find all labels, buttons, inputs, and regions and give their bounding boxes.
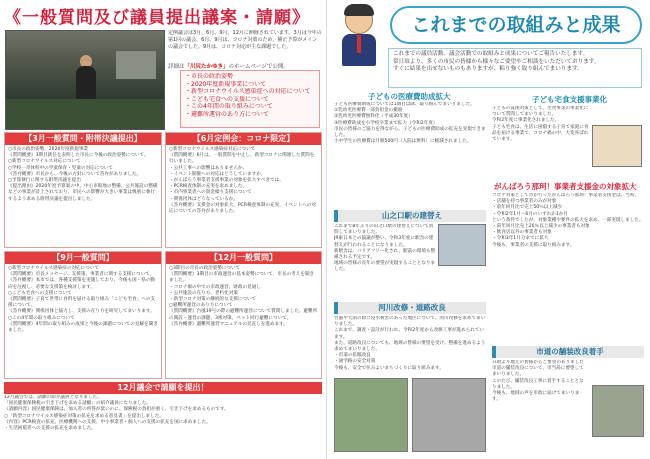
section-march-body: ○市長の政治姿勢、2020年度新規事業 《質問概要》3期目就任を表明した市長に今後の政治姿勢について。 ○新型コロナウイルス対応について ○学校一斉休校中の学童保育・児童の対応について 《答弁概要》市長から、今後の方針について答弁がありました。 ○予算執行に関する附帯決議を提出 《提出理由》2020年度予算案の中、中心市街地の整備、公共施設の整備などの事業が計上されており、市民への影響が大きい事業は慎重に執行するよう求める附帯決議を提出しました。 [8,147,158,202]
topic-item: ・2020年度新規事業について [185,80,267,88]
homepage-note: 詳細は「川尻たかゆき」のホームページで公開。 [168,64,289,70]
topic-item: ・こども宅食への支援について [185,95,269,103]
lunch-photo [592,125,642,167]
assembly-photo [5,30,165,130]
page-title-left: 《一般質問及び議員提出議案・請願》 [4,8,310,27]
mascot-tie [357,35,361,53]
section-september [4,251,162,379]
medical-heading: 子どもの医療費助成拡大 [368,92,451,101]
station-heading: 山之口駅の建替え [334,210,486,222]
section-march-heading: 【3月一般質問・附帯決議提出】 [5,133,161,145]
pavement-body: 日頃より地元の皆様からご要望のありました市道の舗装改良について、市当局に要望してまいりました。 このたび、舗装改良工事に着手することとなりました。 今後も、地域の声を市政に届けてまいります。 [492,360,584,403]
page-title-right: これまでの取組みと成果 [390,6,642,44]
topic-item: ・避難所運営のあり方について [185,110,269,118]
section-june-heading: 【6月定例会：コロナ限定】 [166,133,321,145]
section-september-heading: 【9月一般質問】 [5,252,161,264]
mascot-illustration [336,4,384,68]
topic-item: ・この4年間の取り組みについて [185,103,273,111]
topic-item: ・市長の政治姿勢 [185,73,234,80]
section-december-heading: 【12月一般質問】 [166,252,321,264]
petition-heading: 12月議会で請願を提出！ [4,382,322,394]
road-photo [412,378,486,452]
station-photo [438,224,486,266]
petition-body: 12月議会では、請願の紹介議員となりました。 「国民健康保険税の引き下げを求める請願」の紹介議員になりました。 《請願内容》国民健康保険は、加入者の所得が低いのに、保険税の負担が重く、引き下げを求めるものです。 ○「新型コロナウイルス感染症対策の拡充を求める意見書」を提出しました。 《内容》PCR検査の拡充、医療機関への支援、中小事業者・個人への支援の拡充を国に求めました。 ・生活困窮者への支援の拡充を求めました。 [4,395,229,432]
section-june-body: ○新型コロナウイルス感染症対応について 《質問概要》6月は、一般質問を中止し、新型コロナに関連した質問を行いました。 ・公共工事への影響はありませんか。 ・イベント開催への対応はどうしていますか。 ・がんばろう事業者支援事業の対象を拡大すべきでは。 ・PCR検査体制の充実を求めました。 ・市内事業者への資金繰り支援について ・関係団体はどうなっているか。 《答弁概要》支援金の対象拡大、PCR検査体制の充実、イベントへの対応についての答弁がありました。 [169,147,316,215]
business-body: コロナ対策として市が行ったがんばろう那珂！事業者支援金は、当初、 ・店舗を持つ事業者のみが対象 ・前年同月比で売上50％以上減少 ・令和2年1月～6月のいずれか1か月 という条件でしたが、対象業種や要件の拡大を求め、一部実現しました。 ・前年同月比売上20％以上減少の事業者も対象 ・飲食店以外の事業者も対象 ・令和3年1月分までに拡大 今後も、事業者の支援に取り組みます。 [492,193,644,248]
section-december-body: ○3期目の市長の政治姿勢について 《質問概要》3期目の市政運営の基本姿勢について、市長の考えを聞きました。 ・コロナ禍の中での市政運営、財政の見通し ・公共施設の在り方、老朽化対策 ・新型コロナ対策の継続的な支援について ○避難所運営のあり方について 《質問概要》台風19号の際の避難所運営について質問しました。避難所の開設・運営の課題、3密対策、ペット同行避難について。 《答弁概要》避難所運営マニュアルの見直しを進めます。 [169,266,318,327]
photo-screen [116,51,156,79]
river-body: 台風や大雨の際に浸水被害のあった地区について、河川改修を求めてまいりました。 これまで、調査・設計が行われ、令和2年度から改修工事が進められています。 また、道路改良についても、地域の皆様の要望を受け、整備を進めるよう求めてまいりました。 ・市道の拡幅改良 ・通学路の安全対策 今後も、安全で住みよいまちづくりに取り組みます。 [334,316,486,371]
section-september-body: ○新型コロナウイルス感染症の対応について 《質問概要》市長メッセージ、支援策、事業者に関する支援について。 《答弁概要》本市では、各種支援策を実施しており、今後も国・県の動向を注視し、必要な支援策を検討します。 ○こども宅食への支援について 《質問概要》子育て世帯に食料を届ける取り組み「こども宅食」への支援について。 《答弁概要》関係団体と協力し、支援の在り方を研究してまいります。 ○この4年間の取り組みについて 《質問概要》4年間の取り組みの成果と今後の課題についての見解を聞きました。 [8,266,158,334]
pavement-photo [592,385,644,437]
lunch-heading: 子ども宅食支援事業化 [532,95,607,104]
intro-text: 定例議会は3月、6月、9月、12月に開催されています。3月は今年の第1回の議会、6月、9月は、コロナ対策のため、補正予算がメインの議会でした。9月は、コロナ対応が主な課題でした。 [168,30,322,50]
photo-desk [6,99,164,129]
mascot-hair [344,4,374,16]
station-body: これまで8年ぶりの山之口駅の建替えについて質問してまいりました。 JR東日本との協議が整い、令和3年度に駅舎の建替えが行われることになりました。 新駅舎は、バリアフリー化され、駅前の環境も整備される予定です。 地域の皆様の長年の要望が実現することとなりました。 [334,224,436,273]
river-photo [334,378,408,452]
top-message: これまでの議員活動、議会活動での取組みと成果についてご報告いたします。 常日頃より、多くの市民の皆様から様々なご要望やご相談をいただいております。 すぐに結果を出せないものもありますが、粘り強く取り組んでまいります。 [388,48,642,88]
pavement-heading: 市道の舗装改良着手 [492,346,644,358]
topics-box [180,70,320,128]
lunch-body: 子どもの貧困対策として、宅食事業の事業化について質問してまいりました。 令和2年度に事業化されました。 子ども宅食は、生活に困窮する子育て家庭に食品を届ける事業で、コロナ禍の中、大変喜ばれています。 [492,106,589,143]
river-heading: 河川改修・道路改良 [334,302,486,314]
business-heading: がんばろう那珂！事業者支援金の対象拡大 [494,182,637,191]
medical-body: 子ども医療費助成については1期目以降、取り組んでまいりました。 ①乳幼児医療費一部負担金の撤廃 ②乳幼児医療費無料化（平成30年度） ③医療費助成を小学校卒業まで拡大（令和2年度） 市民の皆様のご協力を得ながら、子どもの医療費助成の拡充を実現できました。 小中学生の医療費は月額500円（入院は無料）に軽減されました。 [334,102,486,145]
topic-item: ・新型コロナウイルス感染症への対応について [185,88,311,96]
section-june [165,132,322,248]
section-december [165,251,322,379]
page-divider [326,0,327,459]
section-march [4,132,162,248]
